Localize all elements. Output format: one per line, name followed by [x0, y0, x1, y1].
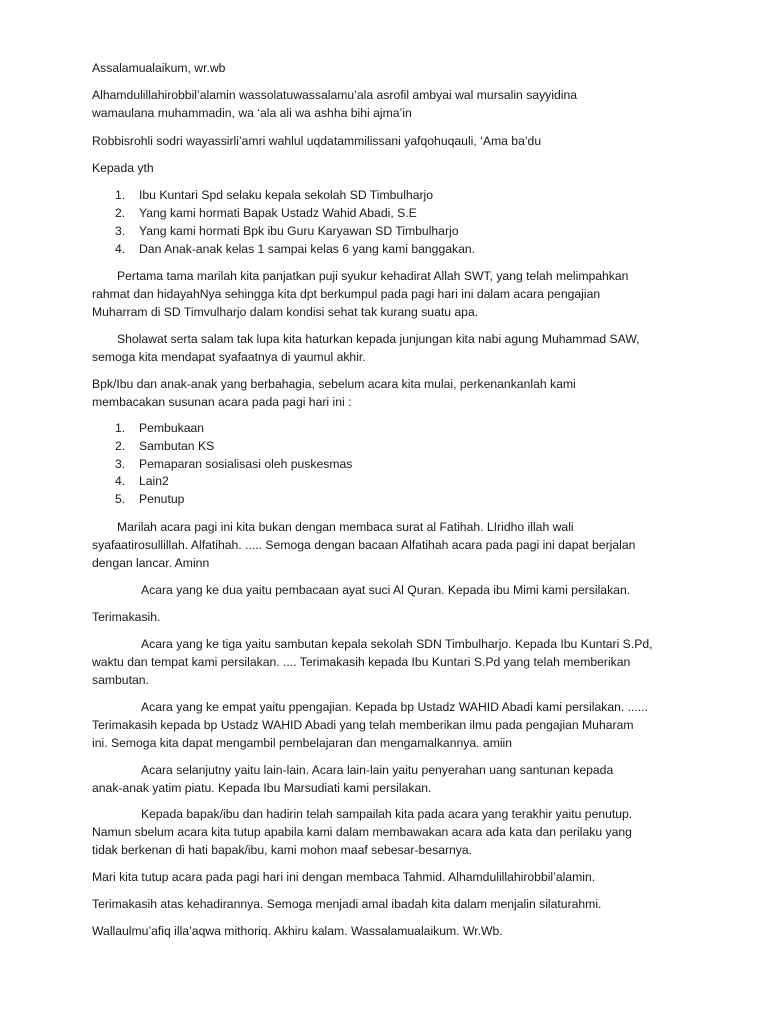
list-item-number: 1.: [115, 421, 126, 435]
list-item: Yang kami hormati Bpk ibu Guru Karyawan SD Timbulharjo: [139, 224, 459, 238]
opening-line-2: wamaulana muhammadin, wa ‘ala ali wa ashha bihi ajma’in: [92, 106, 412, 120]
para-fatihah-line-3: dengan lancar. Aminn: [92, 556, 210, 570]
para-penutup-line-1: Kepada bapak/ibu dan hadirin telah sampailah kita pada acara yang terakhir yaitu penutup.: [141, 807, 633, 821]
para-penutup-line-3: tidak berkenan di hati bapak/ibu, kami mohon maaf sebesar-besarnya.: [92, 843, 473, 857]
para-sholawat-line-2: semoga kita mendapat syafaatnya di yaumul akhir.: [92, 350, 366, 364]
list-item-number: 3.: [115, 224, 126, 238]
prayer: Robbisrohli sodri wayassirli’amri wahlul uqdatammilissani yafqohuqauli, ‘Ama ba’du: [92, 134, 542, 148]
opening-line-1: Alhamdulillahirobbil’alamin wassolatuwassalamu’ala asrofil ambyai wal mursalin sayyidina: [92, 88, 578, 102]
list-item: Lain2: [139, 474, 169, 488]
para-acara3-line-1: Acara yang ke tiga yaitu sambutan kepala sekolah SDN Timbulharjo. Kepada Ibu Kuntari S.Pd,: [141, 637, 653, 651]
para-lainlain-line-1: Acara selanjutny yaitu lain-lain. Acara lain-lain yaitu penyerahan uang santunan kepada: [141, 763, 614, 777]
thanks-closing: Terimakasih atas kehadirannya. Semoga menjadi amal ibadah kita dalam menjalin silaturahmi.: [92, 897, 602, 911]
para-syukur-line-1: Pertama tama marilah kita panjatkan puji syukur kehadirat Allah SWT, yang telah melimpahkan: [117, 269, 629, 283]
para-acara4-line-1: Acara yang ke empat yaitu ppengajian. Kepada bp Ustadz WAHID Abadi kami persilakan. ......: [141, 700, 648, 714]
para-acara3-line-2: waktu dan tempat kami persilakan. .... Terimakasih kepada Ibu Kuntari S.Pd yang telah memberikan: [92, 655, 631, 669]
list-item: Ibu Kuntari Spd selaku kepala sekolah SD Timbulharjo: [139, 188, 434, 202]
para-penutup-line-2: Namun sbelum acara kita tutup apabila kami dalam membawakan acara ada kata dan perilaku yang: [92, 825, 632, 839]
para-syukur-line-3: Muharram di SD Timvulharjo dalam kondisi sehat tak kurang suatu apa.: [92, 305, 479, 319]
list-item-number: 2.: [115, 206, 126, 220]
para-fatihah-line-2: syafaatirosullillah. Alfatihah. ..... Semoga dengan bacaan Alfatihah acara pada pagi ini dapat berjalan: [92, 538, 636, 552]
para-fatihah-line-1: Marilah acara pagi ini kita bukan dengan membaca surat al Fatihah. LIridho illah wali: [117, 520, 574, 534]
tahmid: Mari kita tutup acara pada pagi hari ini dengan membaca Tahmid. Alhamdulillahirobbil’alamin.: [92, 870, 596, 884]
para-sholawat-line-1: Sholawat serta salam tak lupa kita haturkan kepada junjungan kita nabi agung Muhammad SAW,: [117, 332, 640, 346]
para-acara4-line-2: Terimakasih kepada bp Ustadz WAHID Abadi yang telah memberikan ilmu pada pengajian Muharam: [92, 718, 634, 732]
para-acara2-line-1: Acara yang ke dua yaitu pembacaan ayat suci Al Quran. Kepada ibu Mimi kami persilakan.: [141, 583, 631, 597]
list-item: Yang kami hormati Bapak Ustadz Wahid Abadi, S.E: [139, 206, 417, 220]
list-item-number: 4.: [115, 242, 126, 256]
list-item-number: 5.: [115, 492, 126, 506]
para-intro-agenda-line-2: membacakan susunan acara pada pagi hari ini :: [92, 395, 352, 409]
list-item-number: 3.: [115, 457, 126, 471]
list-item: Sambutan KS: [139, 439, 215, 453]
para-syukur-line-2: rahmat dan hidayahNya sehingga kita dpt berkumpul pada pagi hari ini dalam acara pengajian: [92, 287, 601, 301]
closing-greeting: Wallaulmu’afiq illa’aqwa mithoriq. Akhiru kalam. Wassalamualaikum. Wr.Wb.: [92, 924, 503, 938]
list-item-number: 2.: [115, 439, 126, 453]
list-item: Dan Anak-anak kelas 1 sampai kelas 6 yang kami banggakan.: [139, 242, 476, 256]
para-intro-agenda-line-1: Bpk/Ibu dan anak-anak yang berbahagia, sebelum acara kita mulai, perkenankanlah kami: [92, 377, 576, 391]
list-item: Pemaparan sosialisasi oleh puskesmas: [139, 457, 353, 471]
salutation: Kepada yth: [92, 161, 154, 175]
list-item: Penutup: [139, 492, 185, 506]
thanks-short: Terimakasih.: [92, 610, 161, 624]
para-acara4-line-3: ini. Semoga kita dapat mengambil pembelajaran dan mengamalkannya. amiin: [92, 736, 513, 750]
para-lainlain-line-2: anak-anak yatim piatu. Kepada Ibu Marsudiati kami persilakan.: [92, 781, 432, 795]
list-item-number: 1.: [115, 188, 126, 202]
greeting: Assalamualaikum, wr.wb: [92, 61, 226, 75]
list-item: Pembukaan: [139, 421, 205, 435]
list-item-number: 4.: [115, 474, 126, 488]
para-acara3-line-3: sambutan.: [92, 673, 149, 687]
